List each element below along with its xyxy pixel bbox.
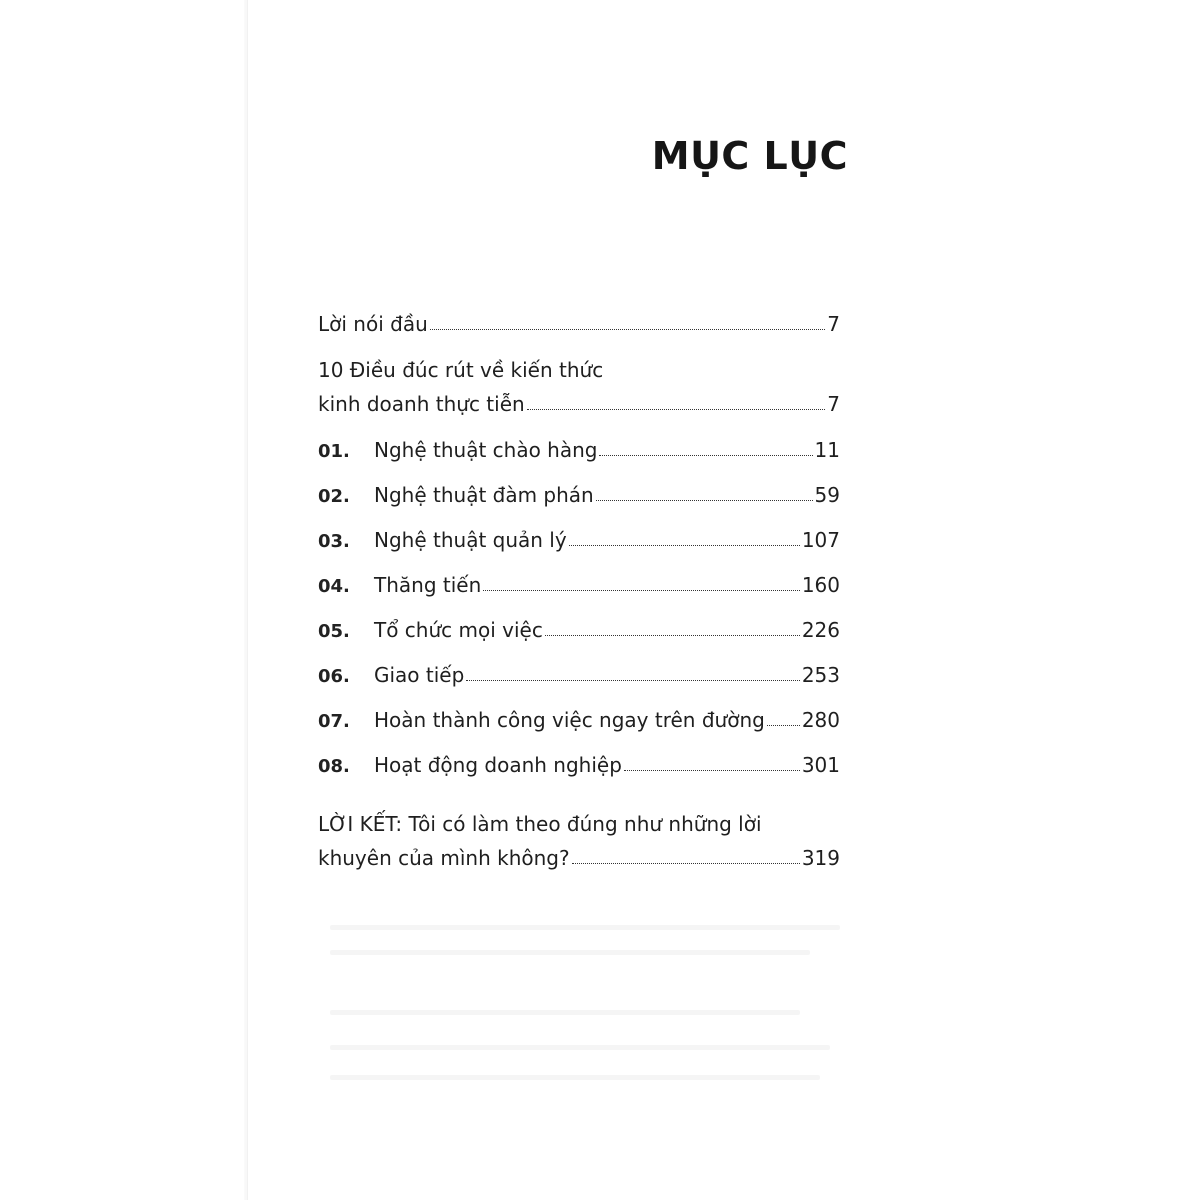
chapter-title: Giao tiếp xyxy=(374,663,465,687)
chapter-number: 02. xyxy=(318,486,350,507)
show-through-line xyxy=(330,950,810,955)
toc-chapter-07[interactable] xyxy=(318,708,840,732)
show-through-line xyxy=(330,1075,820,1080)
toc-entry-page: 7 xyxy=(827,392,840,416)
dot-leader xyxy=(545,633,800,636)
show-through-line xyxy=(330,1045,830,1050)
chapter-title: Nghệ thuật đàm phán xyxy=(374,483,594,507)
dot-leader xyxy=(596,498,813,501)
dot-leader xyxy=(527,407,826,410)
toc-entry-label: Lời nói đầu xyxy=(318,312,428,336)
dot-leader xyxy=(430,327,826,330)
chapter-number: 04. xyxy=(318,576,350,597)
show-through-line xyxy=(330,1010,800,1015)
chapter-title: Hoạt động doanh nghiệp xyxy=(374,753,622,777)
dot-leader xyxy=(599,453,812,456)
toc-chapter-06[interactable] xyxy=(318,663,840,687)
dot-leader xyxy=(483,588,800,591)
chapter-page: 253 xyxy=(801,663,840,687)
dot-leader xyxy=(466,678,800,681)
chapter-page: 11 xyxy=(814,438,840,462)
toc-chapter-03[interactable] xyxy=(318,528,840,552)
dot-leader xyxy=(572,861,800,864)
toc-chapter-05[interactable] xyxy=(318,618,840,642)
chapter-number: 03. xyxy=(318,531,350,552)
chapter-page: 160 xyxy=(801,573,840,597)
chapter-number: 01. xyxy=(318,441,350,462)
toc-chapter-01[interactable] xyxy=(318,438,840,462)
toc-entry-label: khuyên của mình không? xyxy=(318,846,570,870)
chapter-page: 280 xyxy=(801,708,840,732)
toc-entry-page: 319 xyxy=(801,846,840,870)
chapter-title: Thăng tiến xyxy=(374,573,482,597)
table-of-contents xyxy=(318,0,840,1200)
chapter-page: 59 xyxy=(814,483,840,507)
dot-leader xyxy=(767,723,800,726)
chapter-number: 06. xyxy=(318,666,350,687)
chapter-number: 07. xyxy=(318,711,350,732)
toc-entry-lessons[interactable] xyxy=(318,392,840,416)
toc-chapter-02[interactable] xyxy=(318,483,840,507)
toc-chapter-08[interactable] xyxy=(318,753,840,777)
chapter-number: 08. xyxy=(318,756,350,777)
dot-leader xyxy=(624,768,800,771)
chapter-page: 226 xyxy=(801,618,840,642)
show-through-line xyxy=(330,925,840,930)
chapter-title: Tổ chức mọi việc xyxy=(374,618,543,642)
toc-entry-preface[interactable] xyxy=(318,312,840,336)
page-title: MỤC LỤC xyxy=(651,134,848,178)
chapter-title: Nghệ thuật chào hàng xyxy=(374,438,598,462)
chapter-number: 05. xyxy=(318,621,350,642)
dot-leader xyxy=(569,543,800,546)
toc-entry-lessons-line1: 10 Điều đúc rút về kiến thức xyxy=(318,358,604,382)
toc-entry-page: 7 xyxy=(827,312,840,336)
toc-epilogue-line1: LỜI KẾT: Tôi có làm theo đúng như những lời xyxy=(318,812,762,836)
chapter-title: Hoàn thành công việc ngay trên đường xyxy=(374,708,765,732)
chapter-page: 301 xyxy=(801,753,840,777)
toc-epilogue[interactable] xyxy=(318,846,840,870)
toc-entry-label: kinh doanh thực tiễn xyxy=(318,392,525,416)
chapter-page: 107 xyxy=(801,528,840,552)
toc-chapter-04[interactable] xyxy=(318,573,840,597)
chapter-title: Nghệ thuật quản lý xyxy=(374,528,567,552)
